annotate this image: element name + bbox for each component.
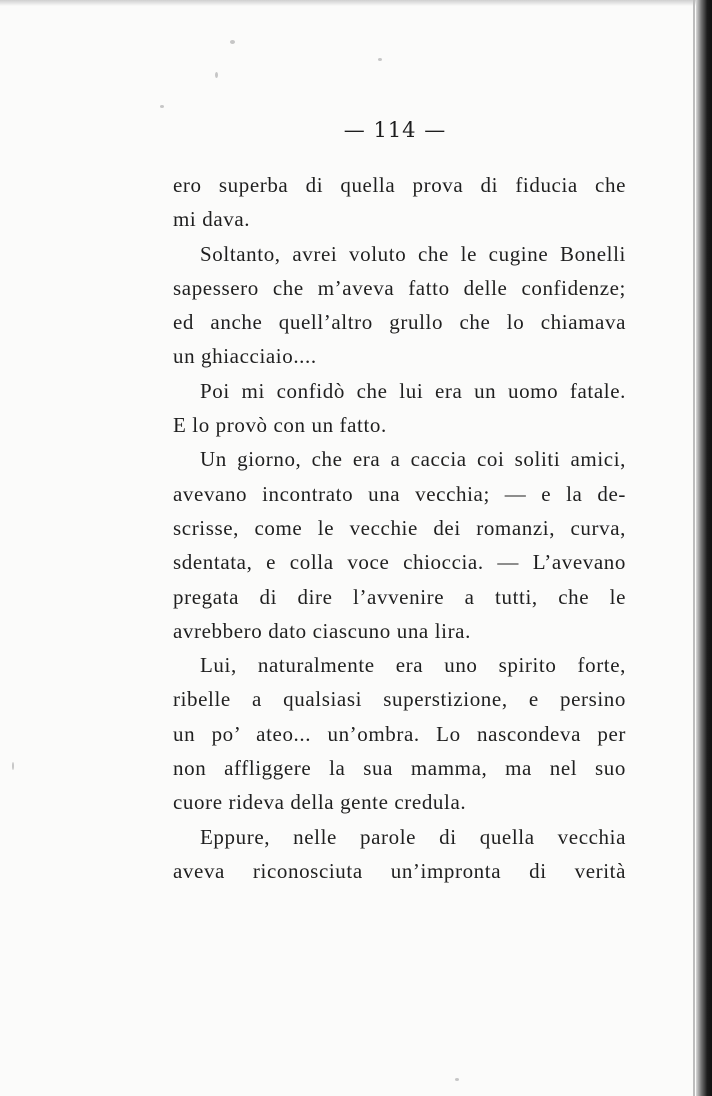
text-line: avevano incontrato una vecchia; — e la de- — [173, 481, 626, 506]
text-line: Lui, naturalmente era uno spirito forte, — [200, 653, 626, 678]
paper-speck — [215, 72, 218, 78]
paper-speck — [230, 40, 235, 44]
body-text — [173, 168, 626, 888]
text-line: ed anche quell’altro grullo che lo chiamava — [173, 310, 626, 335]
text-line: cuore rideva della gente credula. — [173, 790, 467, 815]
text-line: Poi mi confidò che lui era un uomo fatale. — [200, 378, 626, 403]
text-line: sdentata, e colla voce chioccia. — L’avevano — [173, 550, 626, 575]
text-line: scrisse, come le vecchie dei romanzi, curva, — [173, 515, 626, 540]
text-line: pregata di dire l’avvenire a tutti, che le — [173, 584, 626, 609]
book-spine-shadow — [696, 0, 712, 1096]
paper-speck — [378, 58, 382, 61]
text-line: un ghiacciaio.... — [173, 344, 317, 369]
text-line: ero superba di quella prova di fiducia che — [173, 173, 626, 197]
paper-speck — [455, 1078, 459, 1081]
paper-speck — [160, 105, 164, 108]
page-edge-line — [693, 0, 695, 1096]
text-line: un po’ ateo... un’ombra. Lo nascondeva per — [173, 721, 626, 746]
text-line: avrebbero dato ciascuno una lira. — [173, 618, 471, 643]
page-top-shadow — [0, 0, 712, 6]
text-line: Soltanto, avrei voluto che le cugine Bonelli — [200, 241, 626, 266]
text-line: sapessero che m’aveva fatto delle confidenze; — [173, 275, 626, 300]
text-line: Eppure, nelle parole di quella vecchia — [200, 824, 626, 849]
text-line: aveva riconosciuta un’impronta di verità — [173, 858, 626, 883]
text-line: E lo provò con un fatto. — [173, 413, 387, 438]
text-line: mi dava. — [173, 207, 251, 232]
page-number: — 114 — — [343, 118, 447, 142]
text-line: non affliggere la sua mamma, ma nel suo — [173, 756, 626, 781]
text-line: Un giorno, che era a caccia coi soliti amici, — [200, 447, 626, 472]
paper-speck — [12, 762, 14, 770]
text-line: ribelle a qualsiasi superstizione, e persino — [173, 687, 626, 712]
